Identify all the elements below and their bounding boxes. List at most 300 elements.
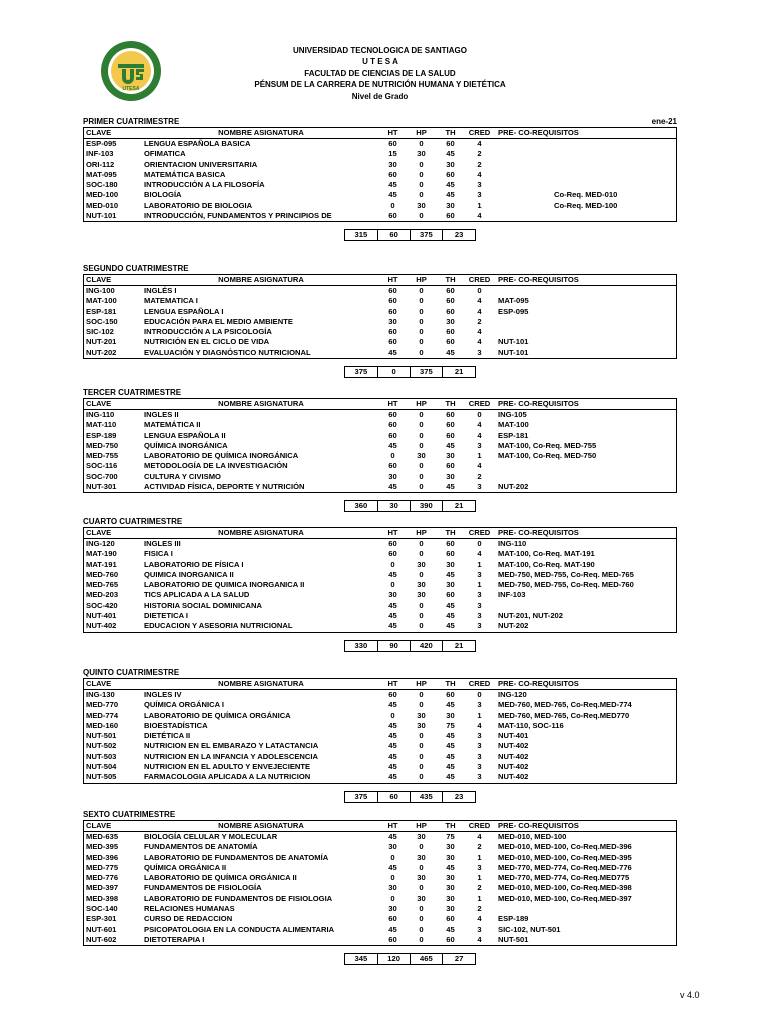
course-hp: 30 bbox=[417, 559, 426, 569]
course-requisites: MED-750, MED-755, Co-Req. MED-765 bbox=[498, 569, 634, 579]
course-row bbox=[84, 337, 676, 347]
course-th: 45 bbox=[446, 611, 455, 621]
column-header-ht: HT bbox=[387, 399, 398, 408]
course-hp: 30 bbox=[417, 832, 426, 841]
course-requisites: MAT-100 bbox=[498, 420, 529, 430]
course-ht: 45 bbox=[388, 180, 397, 190]
course-code: MED-398 bbox=[86, 893, 119, 903]
course-th: 60 bbox=[446, 914, 455, 924]
course-row bbox=[84, 201, 676, 211]
course-requisites: ESP-181 bbox=[498, 430, 529, 440]
course-code: NUT-504 bbox=[86, 762, 117, 772]
column-header-hp: HP bbox=[416, 399, 427, 408]
column-header-th: TH bbox=[445, 128, 456, 137]
course-th: 60 bbox=[446, 539, 455, 548]
course-name: NUTRICION EN EL ADULTO Y ENVEJECIENTE bbox=[144, 762, 311, 772]
course-ht: 0 bbox=[390, 873, 395, 883]
semester-totals bbox=[344, 229, 476, 241]
course-name: LABORATORIO DE QUÍMICA ORGÁNICA II bbox=[144, 873, 297, 883]
course-ht: 60 bbox=[388, 286, 397, 295]
course-code: ING-110 bbox=[86, 410, 115, 419]
course-ht: 45 bbox=[388, 731, 397, 741]
course-cred: 3 bbox=[477, 611, 482, 621]
course-code: SOC-420 bbox=[86, 600, 118, 610]
course-hp: 0 bbox=[419, 690, 424, 699]
course-table bbox=[83, 398, 677, 493]
column-header-nombre: NOMBRE ASIGNATURA bbox=[218, 821, 304, 830]
course-row bbox=[84, 741, 676, 751]
course-name: CURSO DE REDACCION bbox=[144, 914, 233, 924]
course-th: 30 bbox=[446, 580, 455, 590]
course-hp: 0 bbox=[419, 751, 424, 761]
column-header-clave: CLAVE bbox=[86, 399, 112, 408]
column-header-th: TH bbox=[445, 821, 456, 830]
course-ht: 60 bbox=[388, 914, 397, 924]
column-header-clave: CLAVE bbox=[86, 821, 112, 830]
course-requisites: MED-770, MED-774, Co-Req.MED775 bbox=[498, 873, 630, 883]
course-requisites bbox=[494, 904, 676, 914]
column-header-req: PRE- CO-REQUISITOS bbox=[498, 128, 579, 137]
course-requisites bbox=[494, 461, 676, 471]
utesa-logo bbox=[100, 40, 162, 102]
course-th: 60 bbox=[446, 296, 455, 306]
course-row bbox=[84, 549, 676, 559]
course-name: EDUCACION Y ASESORIA NUTRICIONAL bbox=[144, 621, 293, 631]
course-row bbox=[84, 286, 676, 296]
course-row bbox=[84, 832, 676, 842]
course-row bbox=[84, 590, 676, 600]
course-cred: 1 bbox=[477, 852, 482, 862]
course-cred: 3 bbox=[477, 190, 482, 200]
course-ht: 45 bbox=[388, 621, 397, 631]
course-name: PSICOPATOLOGIA EN LA CONDUCTA ALIMENTARIA bbox=[144, 924, 335, 934]
course-cred: 3 bbox=[477, 772, 482, 782]
course-hp: 0 bbox=[419, 420, 424, 430]
course-hp: 0 bbox=[419, 934, 424, 944]
column-header-clave: CLAVE bbox=[86, 679, 112, 688]
course-table bbox=[83, 274, 677, 359]
course-code: NUT-502 bbox=[86, 741, 117, 751]
course-th: 30 bbox=[446, 904, 455, 914]
course-name: INTRODUCCIÓN A LA FILOSOFÍA bbox=[144, 180, 265, 190]
total-hp: 0 bbox=[378, 367, 411, 377]
course-code: MAT-110 bbox=[86, 420, 117, 430]
course-name: FISICA I bbox=[144, 549, 173, 559]
course-code: SOC-150 bbox=[86, 316, 118, 326]
course-cred: 3 bbox=[477, 741, 482, 751]
course-requisites: MED-760, MED-765, Co-Req.MED770 bbox=[498, 710, 630, 720]
course-hp: 0 bbox=[419, 842, 424, 852]
course-name: NUTRICION EN EL EMBARAZO Y LATACTANCIA bbox=[144, 741, 319, 751]
course-th: 45 bbox=[446, 347, 455, 357]
course-cred: 3 bbox=[477, 347, 482, 357]
course-requisites bbox=[494, 170, 676, 180]
semester-block bbox=[83, 117, 677, 241]
course-hp: 30 bbox=[417, 590, 426, 600]
course-row bbox=[84, 621, 676, 632]
course-ht: 45 bbox=[388, 832, 397, 841]
course-hp: 0 bbox=[419, 914, 424, 924]
course-requisites: NUT-101 bbox=[498, 337, 529, 347]
course-th: 60 bbox=[446, 306, 455, 316]
column-header-nombre: NOMBRE ASIGNATURA bbox=[218, 399, 304, 408]
course-code: NUT-101 bbox=[86, 211, 117, 221]
course-th: 60 bbox=[446, 690, 455, 699]
course-row bbox=[84, 180, 676, 190]
course-cred: 3 bbox=[477, 590, 482, 600]
course-row bbox=[84, 539, 676, 549]
semester-title-text: SEGUNDO CUATRIMESTRE bbox=[83, 264, 189, 273]
course-name: DIETOTERAPIA I bbox=[144, 934, 205, 944]
column-header-ht: HT bbox=[387, 528, 398, 537]
course-row bbox=[84, 296, 676, 306]
course-name: LENGUA ESPAÑOLA II bbox=[144, 430, 226, 440]
course-ht: 45 bbox=[388, 569, 397, 579]
total-hp: 30 bbox=[378, 501, 411, 511]
course-name: FARMACOLOGIA APLICADA A LA NUTRICION bbox=[144, 772, 311, 782]
column-header-nombre: NOMBRE ASIGNATURA bbox=[218, 275, 304, 284]
university-name: UNIVERSIDAD TECNOLOGICA DE SANTIAGO bbox=[293, 46, 467, 55]
semester-block bbox=[83, 810, 677, 965]
course-requisites bbox=[494, 286, 676, 296]
version-label: v 4.0 bbox=[680, 990, 700, 1000]
semester-title-text: TERCER CUATRIMESTRE bbox=[83, 388, 182, 397]
course-code: MED-203 bbox=[86, 590, 119, 600]
course-hp: 0 bbox=[419, 316, 424, 326]
column-header-req: PRE- CO-REQUISITOS bbox=[498, 399, 579, 408]
course-requisites: NUT-202 bbox=[498, 621, 529, 631]
course-code: SOC-116 bbox=[86, 461, 118, 471]
course-name: MATEMÁTICA II bbox=[144, 420, 201, 430]
semester-title-text: SEXTO CUATRIMESTRE bbox=[83, 810, 176, 819]
course-ht: 45 bbox=[388, 190, 397, 200]
course-cred: 4 bbox=[477, 327, 482, 337]
course-row bbox=[84, 935, 676, 946]
course-code: MED-010 bbox=[86, 200, 119, 210]
course-th: 30 bbox=[446, 316, 455, 326]
course-requisites bbox=[494, 149, 676, 159]
course-th: 45 bbox=[446, 700, 455, 710]
course-table bbox=[83, 527, 677, 633]
course-name: FUNDAMENTOS DE ANATOMÍA bbox=[144, 842, 258, 852]
course-hp: 0 bbox=[419, 430, 424, 440]
course-requisites bbox=[494, 601, 676, 611]
course-th: 75 bbox=[446, 720, 455, 730]
total-ht: 330 bbox=[345, 641, 378, 651]
course-cred: 2 bbox=[477, 159, 482, 169]
course-code: MED-775 bbox=[86, 862, 119, 872]
course-cred: 3 bbox=[477, 482, 482, 492]
course-ht: 45 bbox=[388, 862, 397, 872]
course-name: NUTRICION EN LA INFANCIA Y ADOLESCENCIA bbox=[144, 751, 318, 761]
document-date: ene-21 bbox=[651, 117, 677, 126]
column-header-clave: CLAVE bbox=[86, 128, 112, 137]
course-th: 45 bbox=[446, 741, 455, 751]
course-row bbox=[84, 611, 676, 621]
degree-level: Nivel de Grado bbox=[351, 91, 409, 101]
course-cred: 3 bbox=[477, 862, 482, 872]
course-cred: 2 bbox=[477, 471, 482, 481]
course-cred: 0 bbox=[477, 286, 482, 295]
semester-block bbox=[83, 264, 677, 378]
course-cred: 4 bbox=[477, 169, 482, 179]
course-th: 30 bbox=[446, 873, 455, 883]
course-requisites: NUT-402 bbox=[498, 772, 529, 782]
column-header-nombre: NOMBRE ASIGNATURA bbox=[218, 679, 304, 688]
course-requisites: MAT-095 bbox=[498, 296, 529, 306]
course-row bbox=[84, 762, 676, 772]
course-ht: 0 bbox=[390, 559, 395, 569]
course-name: NUTRICIÓN EN EL CICLO DE VIDA bbox=[144, 337, 270, 347]
total-hp: 60 bbox=[378, 230, 411, 240]
course-code: MED-395 bbox=[86, 842, 119, 852]
course-name: EVALUACIÓN Y DIAGNÓSTICO NUTRICIONAL bbox=[144, 347, 311, 357]
course-hp: 30 bbox=[417, 580, 426, 590]
column-header-ht: HT bbox=[387, 821, 398, 830]
course-name: BIOESTADÍSTICA bbox=[144, 720, 208, 730]
total-th: 465 bbox=[411, 954, 444, 964]
course-requisites: INF-103 bbox=[498, 590, 526, 600]
course-code: NUT-602 bbox=[86, 934, 117, 944]
course-cred: 3 bbox=[477, 180, 482, 190]
column-header-req: PRE- CO-REQUISITOS bbox=[498, 821, 579, 830]
course-th: 60 bbox=[446, 590, 455, 600]
course-ht: 30 bbox=[388, 904, 397, 914]
semester-totals bbox=[344, 500, 476, 512]
total-th: 390 bbox=[411, 501, 444, 511]
course-row bbox=[84, 690, 676, 700]
course-row bbox=[84, 139, 676, 149]
course-row bbox=[84, 451, 676, 461]
course-th: 60 bbox=[446, 211, 455, 221]
total-th: 375 bbox=[411, 230, 444, 240]
course-th: 60 bbox=[446, 139, 455, 148]
course-ht: 60 bbox=[388, 410, 397, 419]
course-requisites: NUT-201, NUT-202 bbox=[498, 611, 563, 621]
course-cred: 4 bbox=[477, 914, 482, 924]
semester-title-text: PRIMER CUATRIMESTRE bbox=[83, 117, 180, 126]
course-row bbox=[84, 731, 676, 741]
course-row bbox=[84, 904, 676, 914]
course-th: 60 bbox=[446, 549, 455, 559]
course-requisites: NUT-402 bbox=[498, 751, 529, 761]
course-hp: 0 bbox=[419, 741, 424, 751]
course-th: 60 bbox=[446, 286, 455, 295]
course-th: 30 bbox=[446, 559, 455, 569]
course-ht: 30 bbox=[388, 159, 397, 169]
course-cred: 1 bbox=[477, 873, 482, 883]
course-cred: 1 bbox=[477, 580, 482, 590]
course-requisites bbox=[494, 327, 676, 337]
total-hp: 120 bbox=[378, 954, 411, 964]
course-code: INF-103 bbox=[86, 149, 114, 159]
course-th: 30 bbox=[446, 852, 455, 862]
column-header-clave: CLAVE bbox=[86, 275, 112, 284]
course-row bbox=[84, 700, 676, 710]
course-table bbox=[83, 820, 677, 946]
course-requisites: MAT-100, Co-Req. MED-750 bbox=[498, 451, 597, 461]
course-name: MATEMATICA I bbox=[144, 296, 198, 306]
course-row bbox=[84, 883, 676, 893]
course-code: ING-130 bbox=[86, 690, 115, 699]
course-hp: 0 bbox=[419, 904, 424, 914]
course-th: 60 bbox=[446, 934, 455, 944]
course-name: LABORATORIO DE QUÍMICA ORGÁNICA bbox=[144, 710, 291, 720]
column-header-hp: HP bbox=[416, 528, 427, 537]
course-hp: 0 bbox=[419, 611, 424, 621]
course-hp: 0 bbox=[419, 862, 424, 872]
course-code: SIC-102 bbox=[86, 327, 114, 337]
course-cred: 1 bbox=[477, 559, 482, 569]
column-header-nombre: NOMBRE ASIGNATURA bbox=[218, 128, 304, 137]
total-cred: 21 bbox=[454, 640, 464, 650]
course-row bbox=[84, 560, 676, 570]
course-row bbox=[84, 327, 676, 337]
column-header-th: TH bbox=[445, 275, 456, 284]
course-name: QUIMICA INORGANICA II bbox=[144, 569, 234, 579]
column-header-th: TH bbox=[445, 528, 456, 537]
course-hp: 30 bbox=[417, 200, 426, 210]
course-cred: 3 bbox=[477, 762, 482, 772]
course-ht: 0 bbox=[390, 580, 395, 590]
course-cred: 1 bbox=[477, 451, 482, 461]
course-row bbox=[84, 711, 676, 721]
course-hp: 30 bbox=[417, 852, 426, 862]
course-requisites bbox=[494, 317, 676, 327]
course-row bbox=[84, 170, 676, 180]
course-requisites: MED-010, MED-100, Co-Req.MED-398 bbox=[498, 883, 632, 893]
total-cred: 21 bbox=[454, 501, 464, 511]
course-row bbox=[84, 441, 676, 451]
course-ht: 60 bbox=[388, 549, 397, 559]
course-th: 60 bbox=[446, 420, 455, 430]
course-table bbox=[83, 127, 677, 222]
faculty-name: FACULTAD DE CIENCIAS DE LA SALUD bbox=[304, 68, 456, 78]
course-name: LABORATORIO DE FÍSICA I bbox=[144, 559, 244, 569]
course-row bbox=[84, 160, 676, 170]
course-hp: 0 bbox=[419, 410, 424, 419]
course-hp: 0 bbox=[419, 539, 424, 548]
total-ht: 375 bbox=[345, 367, 378, 377]
course-requisites: MAT-100, Co-Req. MED-755 bbox=[498, 440, 597, 450]
semester-title bbox=[83, 117, 677, 127]
course-cred: 4 bbox=[477, 211, 482, 221]
column-header-hp: HP bbox=[416, 275, 427, 284]
semester-totals bbox=[344, 366, 476, 378]
semester-title bbox=[83, 517, 677, 527]
column-header-ht: HT bbox=[387, 679, 398, 688]
course-th: 30 bbox=[446, 471, 455, 481]
course-hp: 30 bbox=[417, 873, 426, 883]
course-requisites: NUT-501 bbox=[498, 934, 529, 944]
course-name: INTRODUCCIÓN, FUNDAMENTOS Y PRINCIPIOS DE bbox=[144, 211, 332, 221]
course-row bbox=[84, 482, 676, 493]
course-requisites bbox=[494, 472, 676, 482]
course-name: EDUCACIÓN PARA EL MEDIO AMBIENTE bbox=[144, 316, 293, 326]
table-header-row bbox=[84, 128, 676, 139]
course-ht: 45 bbox=[388, 600, 397, 610]
course-hp: 0 bbox=[419, 762, 424, 772]
course-cred: 3 bbox=[477, 924, 482, 934]
course-cred: 4 bbox=[477, 461, 482, 471]
course-requisites: ESP-189 bbox=[498, 914, 529, 924]
course-th: 45 bbox=[446, 569, 455, 579]
course-code: NUT-402 bbox=[86, 621, 117, 631]
course-row bbox=[84, 317, 676, 327]
column-header-req: PRE- CO-REQUISITOS bbox=[498, 679, 579, 688]
course-row bbox=[84, 149, 676, 159]
course-ht: 60 bbox=[388, 934, 397, 944]
course-ht: 60 bbox=[388, 327, 397, 337]
course-requisites: ING-105 bbox=[498, 410, 527, 419]
course-name: QUÍMICA ORGÁNICA I bbox=[144, 700, 225, 710]
course-name: QUÍMICA INORGÁNICA bbox=[144, 440, 228, 450]
course-th: 45 bbox=[446, 751, 455, 761]
course-cred: 4 bbox=[477, 296, 482, 306]
course-cred: 3 bbox=[477, 621, 482, 631]
course-ht: 45 bbox=[388, 762, 397, 772]
course-requisites: Co-Req. MED-100 bbox=[554, 200, 618, 210]
course-th: 45 bbox=[446, 731, 455, 741]
course-code: NUT-601 bbox=[86, 924, 117, 934]
course-code: MED-760 bbox=[86, 569, 119, 579]
course-cred: 4 bbox=[477, 337, 482, 347]
course-code: MED-160 bbox=[86, 720, 119, 730]
course-name: ACTIVIDAD FÍSICA, DEPORTE Y NUTRICIÓN bbox=[144, 482, 305, 492]
table-header-row bbox=[84, 275, 676, 286]
course-th: 30 bbox=[446, 883, 455, 893]
course-code: NUT-201 bbox=[86, 337, 117, 347]
course-requisites: ING-110 bbox=[498, 539, 527, 548]
course-ht: 45 bbox=[388, 611, 397, 621]
course-hp: 0 bbox=[419, 883, 424, 893]
course-requisites: MED-750, MED-755, Co-Req. MED-760 bbox=[498, 580, 634, 590]
column-header-clave: CLAVE bbox=[86, 528, 112, 537]
svg-text:UTESA: UTESA bbox=[122, 86, 140, 92]
course-cred: 3 bbox=[477, 731, 482, 741]
course-code: MED-100 bbox=[86, 190, 119, 200]
column-header-req: PRE- CO-REQUISITOS bbox=[498, 275, 579, 284]
course-th: 60 bbox=[446, 461, 455, 471]
course-th: 45 bbox=[446, 772, 455, 782]
course-hp: 30 bbox=[417, 451, 426, 461]
column-header-ht: HT bbox=[387, 128, 398, 137]
column-header-cred: CRED bbox=[468, 399, 491, 408]
course-requisites bbox=[494, 180, 676, 190]
course-row bbox=[84, 842, 676, 852]
column-header-th: TH bbox=[445, 679, 456, 688]
course-code: NUT-501 bbox=[86, 731, 117, 741]
course-name: LABORATORIO DE FUNDAMENTOS DE FISIOLOGIA bbox=[144, 893, 333, 903]
course-cred: 3 bbox=[477, 751, 482, 761]
course-hp: 0 bbox=[419, 337, 424, 347]
column-header-th: TH bbox=[445, 399, 456, 408]
semester-title bbox=[83, 668, 677, 678]
course-row bbox=[84, 863, 676, 873]
course-hp: 0 bbox=[419, 169, 424, 179]
course-name: INGLES II bbox=[144, 410, 179, 419]
course-code: MED-776 bbox=[86, 873, 119, 883]
course-name: BIOLOGÍA bbox=[144, 190, 182, 200]
course-ht: 60 bbox=[388, 169, 397, 179]
course-ht: 30 bbox=[388, 883, 397, 893]
course-cred: 2 bbox=[477, 883, 482, 893]
course-name: LABORATORIO DE FUNDAMENTOS DE ANATOMÍA bbox=[144, 852, 329, 862]
column-header-nombre: NOMBRE ASIGNATURA bbox=[218, 528, 304, 537]
column-header-cred: CRED bbox=[468, 528, 491, 537]
column-header-cred: CRED bbox=[468, 679, 491, 688]
course-hp: 0 bbox=[419, 461, 424, 471]
